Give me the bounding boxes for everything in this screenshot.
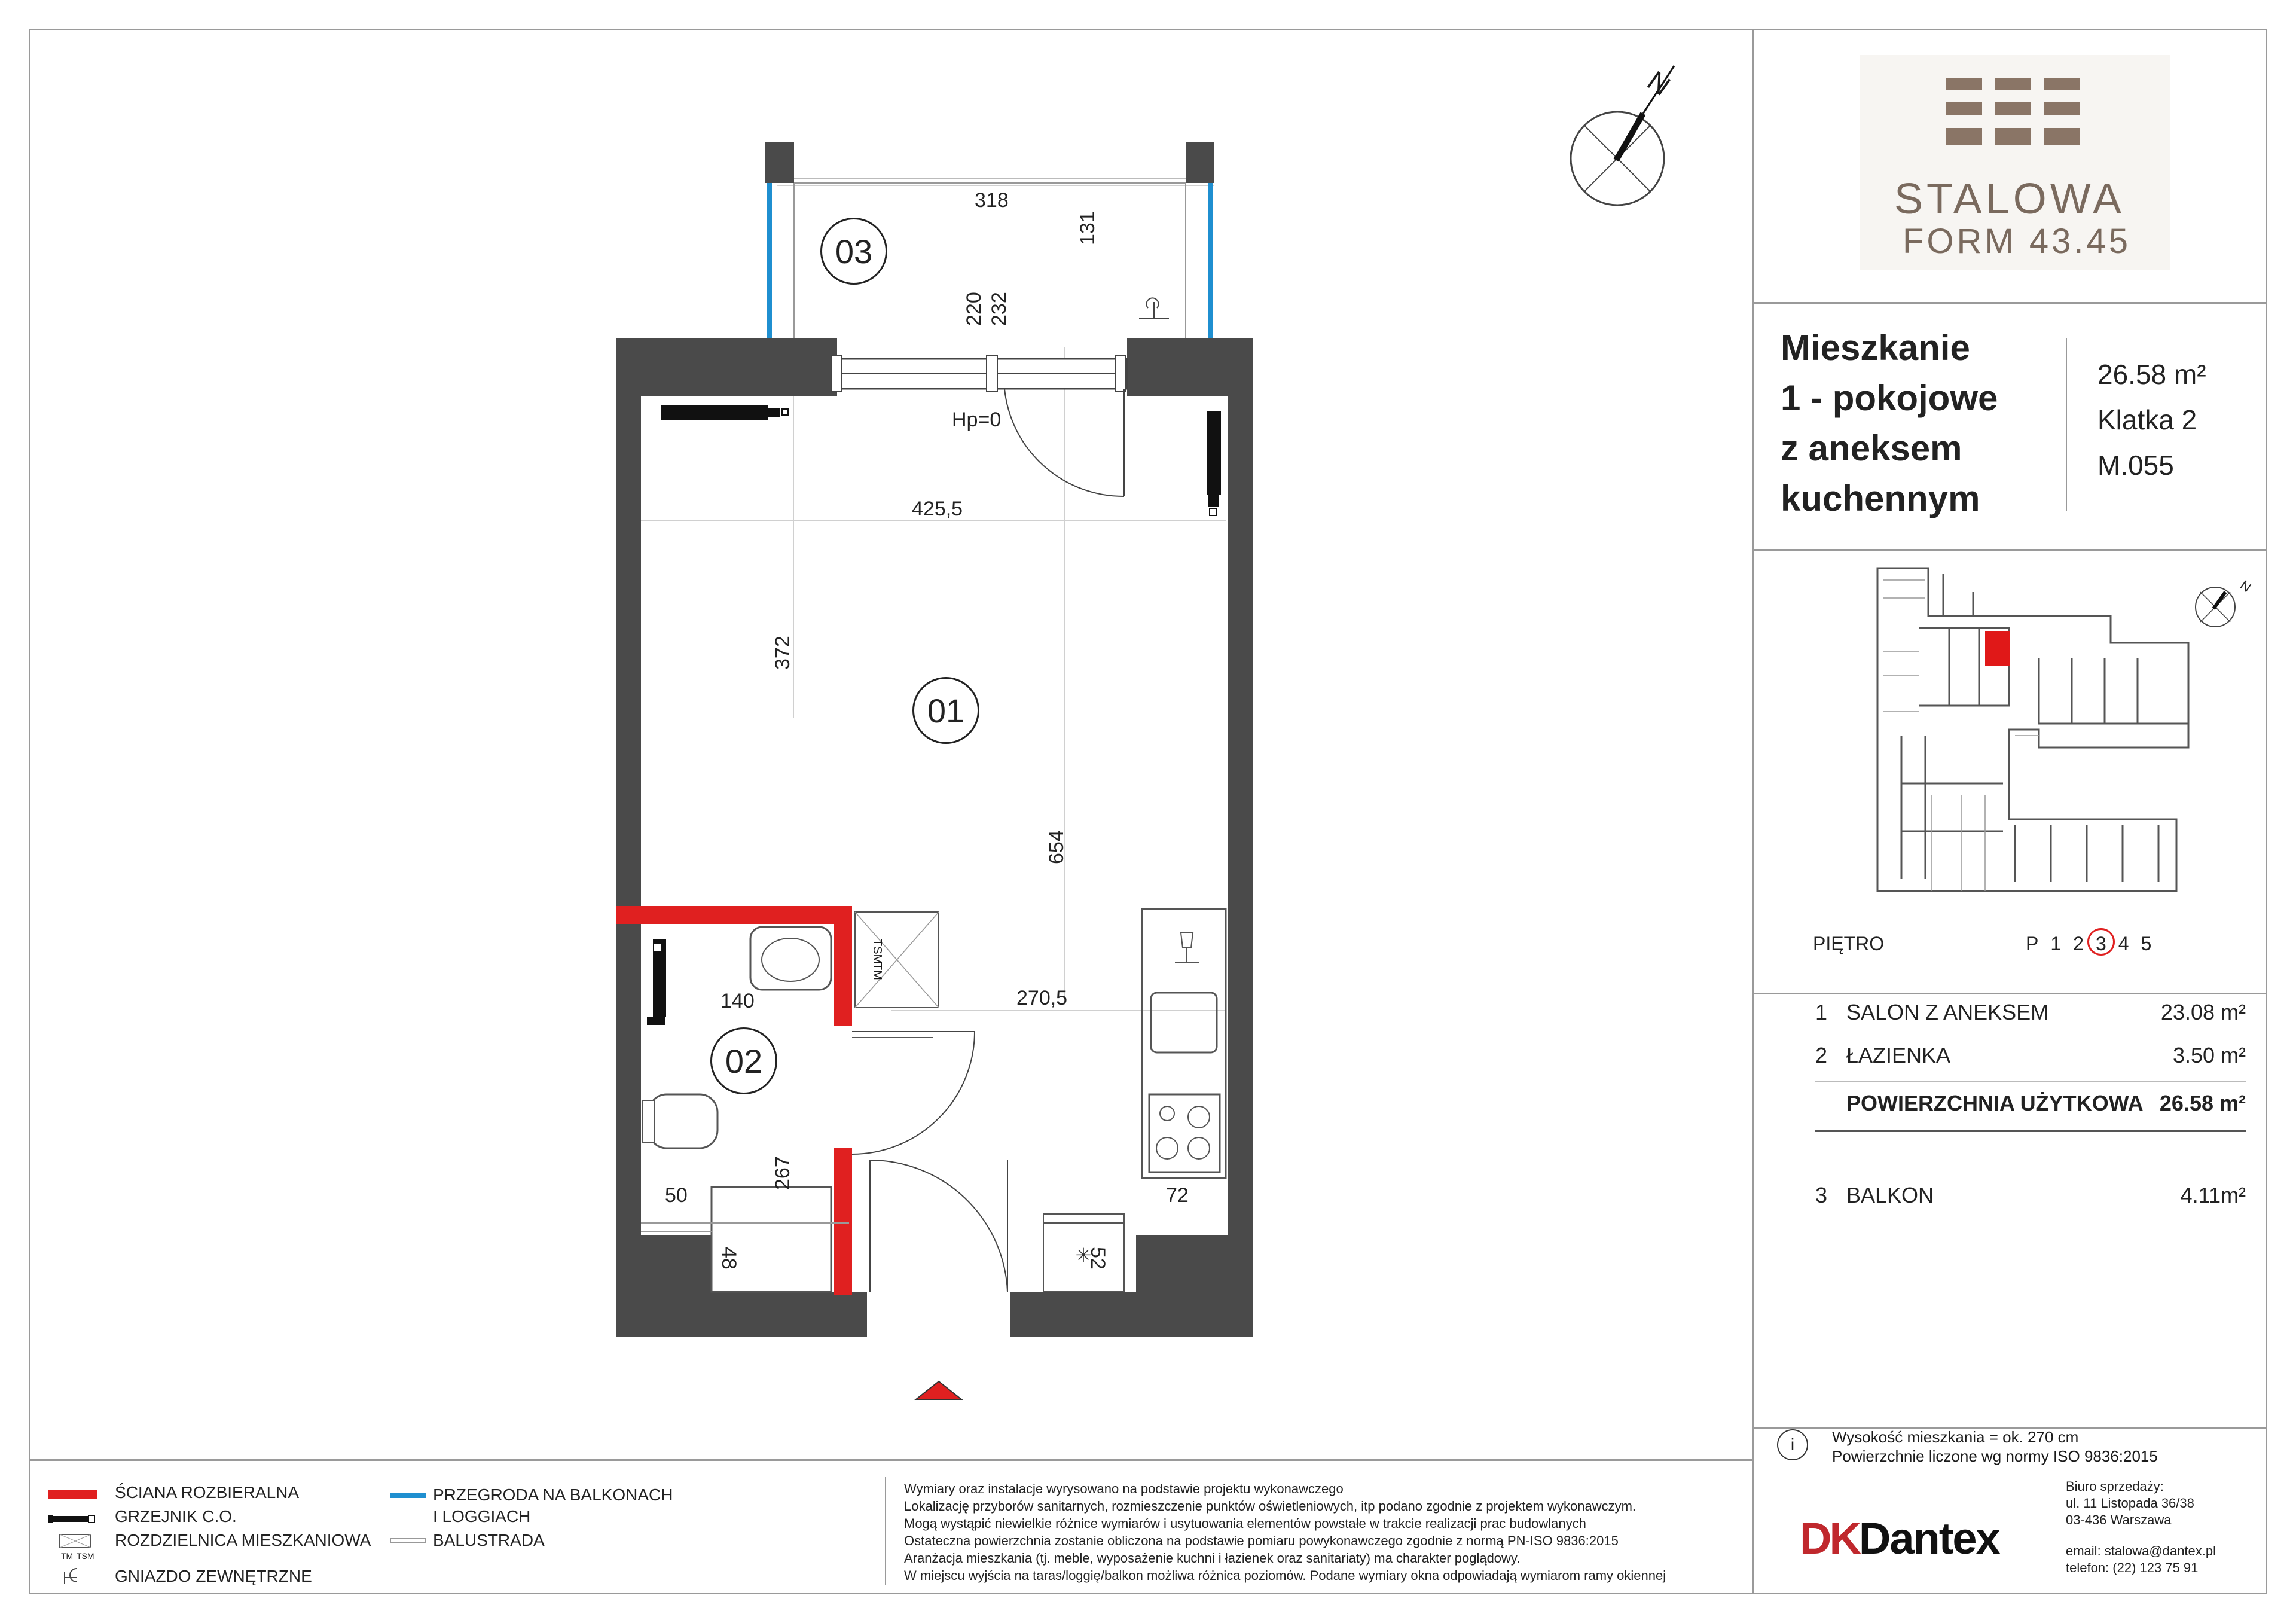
kitchen-fixtures — [1043, 909, 1226, 1292]
stalowa-logo-icon — [1946, 78, 2084, 158]
dim-72: 72 — [1166, 1184, 1189, 1207]
floor-item[interactable]: P — [2026, 933, 2039, 954]
dim-52: 52 — [1086, 1247, 1109, 1270]
dim-48: 48 — [718, 1247, 740, 1270]
sales-office — [2066, 1478, 2216, 1576]
distribution-box-icon — [852, 912, 939, 1038]
legend-label: I LOGGIACH — [433, 1507, 531, 1526]
legend-label: GRZEJNIK C.O. — [115, 1507, 237, 1526]
legend-tm: TM — [61, 1551, 74, 1561]
table-row — [1815, 1000, 2246, 1043]
dim-bath-depth: 267 — [771, 1156, 794, 1190]
room-number-01: 01 — [912, 677, 979, 744]
apartment-staircase: Klatka 2 — [2097, 404, 2197, 435]
row-area: 23.08 m² — [2160, 1000, 2246, 1024]
radiator-legend-icon — [48, 1515, 94, 1523]
north-label: N — [1642, 65, 1677, 102]
legend-tsm: TSM — [77, 1551, 94, 1561]
dim-room-length: 654 — [1045, 830, 1068, 864]
key-plan-north-icon — [2188, 574, 2254, 640]
floor-selector — [2026, 933, 2151, 955]
socket-star-icon: ✳ — [1075, 1244, 1092, 1266]
info-divider-3 — [1752, 993, 2267, 994]
tm-label: TM — [871, 963, 884, 980]
floor-item[interactable]: 2 — [2073, 933, 2084, 954]
rooms-table — [1815, 1000, 2246, 1226]
row-no: 3 — [1815, 1183, 1828, 1207]
dim-balcony-depth: 131 — [1076, 211, 1099, 245]
dantex-logo — [1800, 1513, 1999, 1564]
apartment-unit: M.055 — [2097, 450, 2174, 481]
dim-door-h2: 232 — [988, 292, 1010, 326]
apartment-area: 26.58 m² — [2097, 359, 2206, 390]
legend-label: GNIAZDO ZEWNĘTRZNE — [115, 1567, 312, 1585]
floor-item[interactable]: 5 — [2141, 933, 2152, 954]
apartment-info — [2097, 352, 2206, 488]
footer-divider — [29, 1459, 1752, 1461]
dantex-mark-icon: DK — [1800, 1514, 1859, 1563]
info-divider-2 — [1752, 549, 2267, 551]
legend-icons — [48, 1482, 108, 1587]
floor-item[interactable]: 1 — [2050, 933, 2062, 954]
note-line: Wymiary oraz instalacje wyrysowano na podstawie projektu wykonawczego — [904, 1481, 1344, 1496]
shower-tray-icon — [712, 1187, 831, 1292]
kitchen-counter — [1142, 909, 1226, 1178]
note-line: Ostateczna powierzchnia zostanie obliczona na podstawie pomiaru powykonawczego zgodnie z normą PN-ISO 9836:2015 — [904, 1533, 1619, 1548]
title-line: Mieszkanie — [1781, 328, 1970, 368]
usable-area-value: 26.58 m² — [2159, 1091, 2246, 1115]
row-name: BALKON — [1846, 1183, 1934, 1207]
dim-50: 50 — [665, 1184, 688, 1207]
sales-line: 03-436 Warszawa — [2066, 1512, 2172, 1527]
legend-label: ŚCIANA ROZBIERALNA — [115, 1483, 300, 1502]
distribution-box-legend-icon — [60, 1534, 91, 1548]
table-row — [1815, 1183, 2246, 1226]
title-line: 1 - pokojowe — [1781, 378, 1998, 418]
info-divider-1 — [1752, 302, 2267, 304]
radiator-icon — [1207, 411, 1221, 515]
dim-room-width: 425,5 — [912, 498, 963, 520]
floor-label: PIĘTRO — [1813, 933, 1885, 954]
legend-label: PRZEGRODA NA BALKONACH — [433, 1485, 673, 1504]
floor-item[interactable]: 4 — [2118, 933, 2129, 954]
note-line: Lokalizację przyborów sanitarnych, rozmieszczenie punktów oświetleniowych, itp podano zgodnie z projektem wykonawczym. — [904, 1499, 1636, 1514]
height-note-line2: Powierzchnie liczone wg normy ISO 9836:2015 — [1832, 1447, 2158, 1465]
legend-label: BALUSTRADA — [433, 1531, 545, 1549]
title-line: z aneksem — [1781, 428, 1962, 468]
title-divider — [2066, 338, 2067, 511]
outdoor-socket-legend-icon — [65, 1569, 77, 1584]
dim-door-h1: 220 — [963, 292, 985, 326]
row-name: SALON Z ANEKSEM — [1846, 1000, 2049, 1024]
radiator-icon — [661, 405, 788, 420]
dim-bath-width: 140 — [720, 990, 755, 1012]
toilet-icon — [649, 1094, 718, 1148]
usable-area-row — [1815, 1091, 2246, 1134]
logo-subname: FORM 43.45 — [1903, 222, 2131, 261]
dim-kitchen-width: 270,5 — [1016, 987, 1068, 1009]
guide-lines — [640, 167, 1226, 1011]
row-area: 3.50 m² — [2172, 1043, 2246, 1067]
bathroom-door-swing — [852, 1032, 975, 1154]
dantex-name: Dantex — [1858, 1514, 1999, 1563]
kitchen-sink-icon — [1151, 993, 1217, 1052]
row-no: 1 — [1815, 1000, 1828, 1024]
row-no: 2 — [1815, 1043, 1828, 1067]
svg-text:N: N — [2237, 577, 2254, 596]
room-number-03: 03 — [820, 218, 887, 285]
sales-line: Biuro sprzedaży: — [2066, 1479, 2164, 1494]
dim-balcony-width: 318 — [975, 189, 1009, 212]
panel-divider — [1752, 29, 1754, 1594]
entrance-door — [870, 1160, 1007, 1292]
title-line: kuchennym — [1781, 478, 1980, 518]
sales-email[interactable]: email: stalowa@dantex.pl — [2066, 1543, 2216, 1558]
room-number-02: 02 — [710, 1027, 777, 1094]
disclaimer-notes — [904, 1480, 1666, 1584]
outdoor-socket-icon — [1139, 298, 1169, 318]
sales-phone[interactable]: telefon: (22) 123 75 91 — [2066, 1560, 2199, 1575]
tsm-label: TSM — [871, 939, 884, 965]
current-floor-ring — [2087, 928, 2115, 956]
dim-room-depth: 372 — [771, 636, 794, 670]
entrance-marker-icon — [916, 1381, 961, 1399]
removable-wall-icon — [48, 1490, 97, 1499]
floor-item-current-label: 3 — [2095, 933, 2106, 954]
balcony-post-right — [1186, 142, 1214, 183]
balustrade-legend-icon — [390, 1538, 426, 1543]
legend-label: ROZDZIELNICA MIESZKANIOWA — [115, 1531, 371, 1549]
balcony-partition-legend-icon — [390, 1493, 426, 1498]
note-line: W miejscu wyjścia na taras/loggię/balkon możliwa różnica poziomów. Podane wymiary okna odpowiadają wymiarom ramy okiennej — [904, 1568, 1666, 1583]
table-row — [1815, 1043, 2246, 1086]
logo-name: STALOWA — [1894, 175, 2126, 223]
usable-area-label: POWIERZCHNIA UŻYTKOWA — [1846, 1091, 2144, 1115]
floor-item-current[interactable] — [2096, 933, 2106, 955]
note-line: Aranżacja mieszkania (tj. meble, wyposażenie kuchni i łazienek oraz sanitariaty) ma charakter poglądowy. — [904, 1551, 1521, 1566]
note-line: Mogą wystąpić niewielkie różnice wymiarów i usytuowania elementów powstałe w trakcie realizacji prac budowlanych — [904, 1516, 1586, 1531]
balcony-post-left — [765, 142, 794, 183]
notes-divider — [885, 1477, 886, 1585]
hp-level: Hp=0 — [952, 408, 1002, 431]
height-note-line1: Wysokość mieszkania = ok. 270 cm — [1832, 1428, 2079, 1446]
row-name: ŁAZIENKA — [1846, 1043, 1951, 1067]
cooktop-icon — [1149, 1094, 1220, 1172]
info-icon: i — [1777, 1429, 1808, 1460]
row-area: 4.11m² — [2180, 1183, 2246, 1207]
sales-line: ul. 11 Listopada 36/38 — [2066, 1496, 2194, 1511]
dishwasher-icon — [1175, 933, 1199, 963]
apartment-title — [1781, 323, 1998, 524]
apartment-highlight — [1985, 631, 2010, 666]
